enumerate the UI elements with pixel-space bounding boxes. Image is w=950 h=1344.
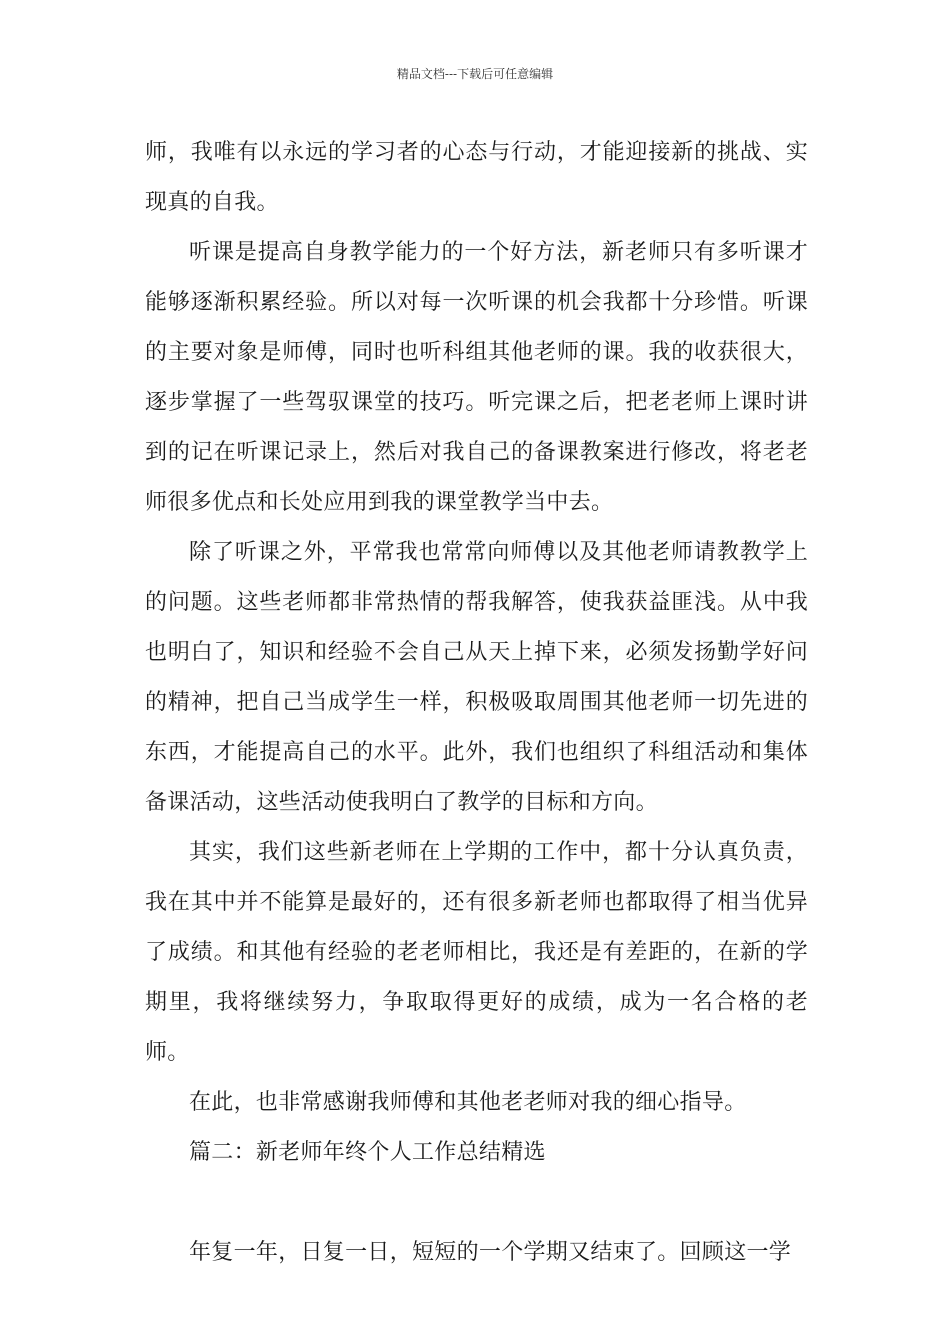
page-header: 精品文档---下载后可任意编辑: [396, 67, 554, 81]
paragraph-thanks: 在此，也非常感谢我师傅和其他老老师对我的细心指导。: [189, 1090, 747, 1115]
section-heading: 篇二：新老师年终个人工作总结精选: [189, 1140, 546, 1165]
paragraph-asking-teachers: 除了听课之外，平常我也常常向师傅以及其他老师请教教学上的问题。这些老师都非常热情的帮我解答，使我获益匪浅。从中我也明白了，知识和经验不会自己从天上掉下来，必须发扬勤学好问的精神，把自己当成学生一样，积极吸取周围其他老师一切先进的东西，才能提高自己的水平。此外，我们也组织了科组活动和集体备课活动，这些活动使我明白了教学的目标和方向。: [145, 540, 808, 815]
document-body: [145, 128, 808, 1278]
paragraph-year-review: 年复一年，日复一日，短短的一个学期又结束了。回顾这一学: [189, 1240, 792, 1265]
paragraph-continuation: 师，我唯有以永远的学习者的心态与行动，才能迎接新的挑战、实现真的自我。: [145, 140, 808, 215]
blank-line: [145, 1178, 808, 1228]
paragraph-new-teachers: 其实，我们这些新老师在上学期的工作中，都十分认真负责，我在其中并不能算是最好的，还有很多新老师也都取得了相当优异了成绩。和其他有经验的老老师相比，我还是有差距的，在新的学期里，我将继续努力，争取取得更好的成绩，成为一名合格的老师。: [145, 840, 808, 1065]
paragraph-listening-lessons: 听课是提高自身教学能力的一个好方法，新老师只有多听课才能够逐渐积累经验。所以对每一次听课的机会我都十分珍惜。听课的主要对象是师傅，同时也听科组其他老师的课。我的收获很大，逐步掌握了一些驾驭课堂的技巧。听完课之后，把老老师上课时讲到的记在听课记录上，然后对我自己的备课教案进行修改，将老老师很多优点和长处应用到我的课堂教学当中去。: [145, 240, 808, 515]
